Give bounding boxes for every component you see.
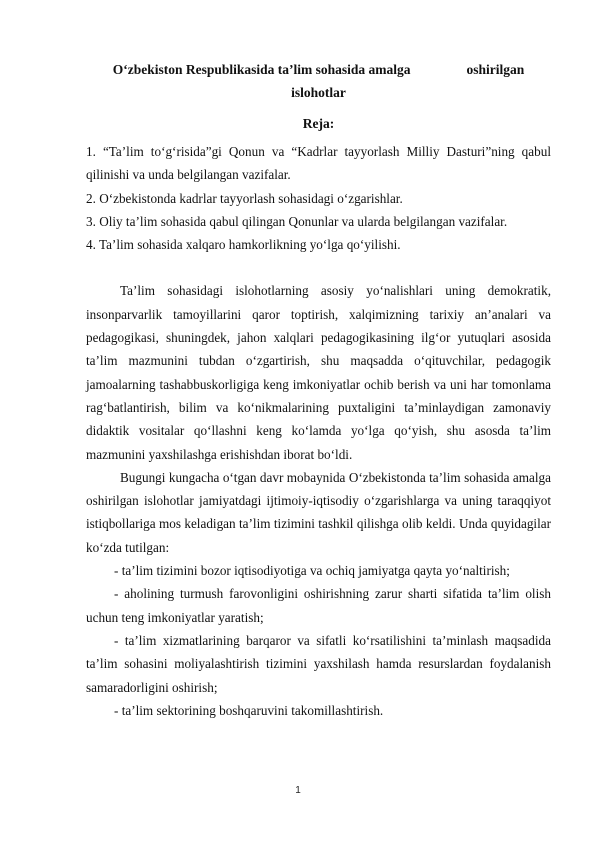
title-part-3: islohotlar <box>291 85 346 100</box>
bullet-item: - ta’lim tizimini bozor iqtisodiyotiga va ochiq jamiyatga qayta yo‘naltirish; <box>114 563 510 579</box>
bullet-item: - ta’lim sektorining boshqaruvini takomillashtirish. <box>114 702 384 718</box>
title-part-1: O‘zbekiston Respublikasida ta’lim sohasida amalga <box>112 62 411 77</box>
plan-list <box>86 140 551 256</box>
title-part-2: oshirilgan <box>466 62 525 77</box>
plan-item: 1. “Ta’lim to‘g‘risida”gi Qonun va “Kadrlar tayyorlash Milliy Dasturi”ning qabul qilinishi va unda belgilangan vazifalar. <box>86 144 551 183</box>
title-line-1 <box>86 58 551 81</box>
plan-item: 3. Oliy ta’lim sohasida qabul qilingan Qonunlar va ularda belgilangan vazifalar. <box>86 213 508 229</box>
plan-item: 4. Ta’lim sohasida xalqaro hamkorlikning yo‘lga qo‘yilishi. <box>86 237 401 253</box>
body-paragraph: Ta’lim sohasidagi islohotlarning asosiy yo‘nalishlari uning demokratik, insonparvarlik tamoyillarini qaror toptirish, xalqimizning tarixiy an’analari va pedagogikasi, shuningdek, jahon xalqlari pedagogikasining ilg‘or yutuqlari asosida ta’lim mazmunini tubdan o‘zgartirish, shu maqsadda o‘qituvchilar, pedagogik jamoalarning tashabbuskorligiga keng imkoniyatlar ochib berish va uni har tomonlama rag‘batlantirish, bilim va ko‘nikmalarining puxtaligini ta’minlaydigan zamonaviy didaktik vositalar qo‘llashni keng ko‘lamda yo‘lga qo‘yish, shu asosda ta’lim mazmunini yaxshilashga erishishdan iborat bo‘ldi. <box>86 283 551 462</box>
body-paragraph: Bugungi kungacha o‘tgan davr mobaynida O‘zbekistonda ta’lim sohasida amalga oshirilgan islohotlar jamiyatdagi ijtimoiy-iqtisodiy o‘zgarishlarga va uning taraqqiyot istiqbollariga mos keladigan ta’lim tizimini tashkil qilishga olib keldi. Unda quyidagilar ko‘zda tutilgan: <box>86 469 551 555</box>
document-title <box>86 58 551 104</box>
document-body <box>86 140 551 722</box>
plan-heading: Reja: <box>302 116 335 131</box>
blank-line <box>86 256 551 279</box>
bullet-item: - ta’lim xizmatlarining barqaror va sifatli ko‘rsatilishini ta’minlash maqsadida ta’lim sohasini moliyalashtirish tizimini yaxshilash hamda resurslardan foydalanish samaradorligini oshirish; <box>86 632 551 695</box>
bullet-item: - aholining turmush farovonligini oshirishning zarur sharti sifatida ta’lim olish uchun teng imkoniyatlar yaratish; <box>86 586 551 625</box>
plan-item: 2. O‘zbekistonda kadrlar tayyorlash sohasidagi o‘zgarishlar. <box>86 190 403 206</box>
page-number: 1 <box>295 785 301 796</box>
